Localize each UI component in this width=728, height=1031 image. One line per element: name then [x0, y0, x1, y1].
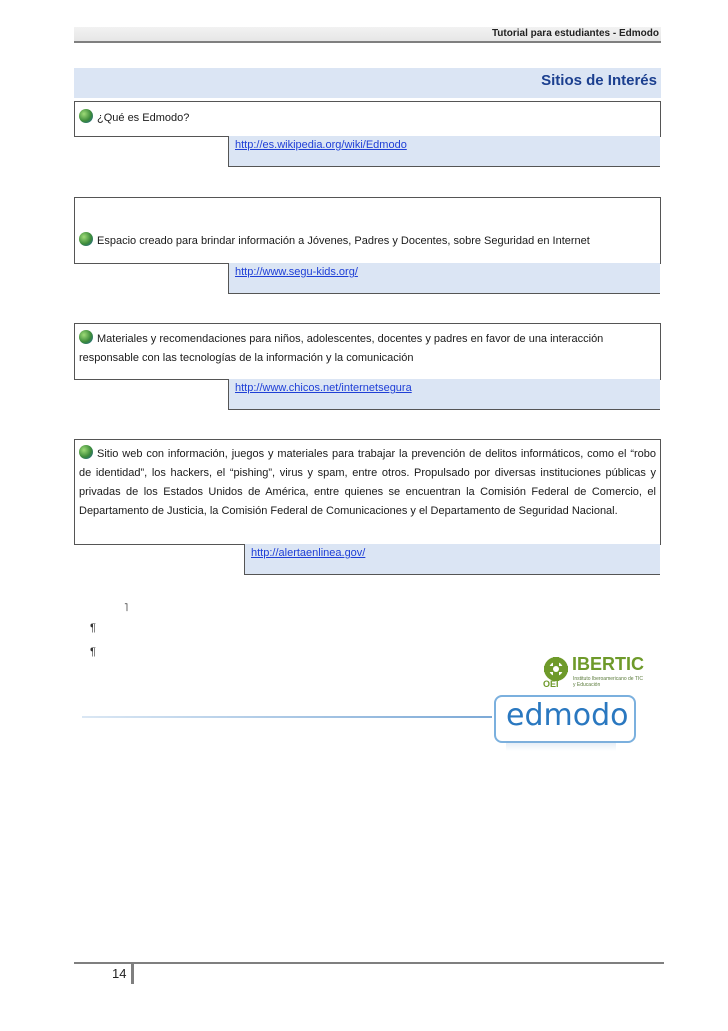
- entry-link[interactable]: http://es.wikipedia.org/wiki/Edmodo: [235, 139, 407, 151]
- page-number-separator: [131, 964, 134, 984]
- entry-link-row-1: [228, 136, 660, 167]
- page-header: [74, 27, 661, 43]
- entry-link[interactable]: http://alertaenlinea.gov/: [251, 547, 366, 559]
- entry-text: ¿Qué es Edmodo?: [97, 112, 190, 124]
- globe-icon: [79, 445, 93, 459]
- footer-line: [74, 962, 664, 964]
- entry-link-row-4: [244, 544, 660, 575]
- pilcrow-mark: ¶: [90, 622, 96, 634]
- entry-link[interactable]: http://www.chicos.net/internetsegura: [235, 382, 412, 394]
- entry-box-2: [74, 197, 661, 264]
- oei-label: OEI: [543, 679, 559, 689]
- section-title-bar: [74, 68, 661, 98]
- entry-box-4: [74, 439, 661, 545]
- ibertic-subtitle: Instituto Iberoamericano de TIC y Educación: [573, 676, 643, 688]
- globe-icon: [79, 330, 93, 344]
- edmodo-brand: edmodo: [506, 698, 629, 733]
- logo-reflection: [506, 741, 616, 751]
- entry-link-row-3: [228, 379, 660, 410]
- entry-text-line1: Materiales y recomendaciones para niños, adolescentes, docentes y padres en favor de una interacción: [97, 333, 604, 345]
- globe-icon: [79, 109, 93, 123]
- edmodo-logo: [494, 695, 636, 743]
- logo-divider-line: [82, 716, 492, 718]
- page-number: 14: [112, 966, 127, 981]
- ibertic-brand: IBERTIC: [572, 654, 644, 674]
- entry-link-row-2: [228, 263, 660, 294]
- entry-box-1: [74, 101, 661, 137]
- header-title: Tutorial para estudiantes - Edmodo: [491, 28, 659, 39]
- entry-text-line2: responsable con las tecnologías de la información y la comunicación: [79, 352, 414, 364]
- section-title: Sitios de Interés: [541, 72, 657, 89]
- entry-box-3: [74, 323, 661, 380]
- entry-text: Espacio creado para brindar información a Jóvenes, Padres y Docentes, sobre Seguridad en Internet: [97, 235, 590, 247]
- pilcrow-mark: ¶: [90, 646, 96, 658]
- bracket-mark: ˥: [124, 602, 129, 614]
- entry-text: Sitio web con información, juegos y materiales para trabajar la prevención de delitos informáticos, como el “robo de identidad”, los hackers, el “pishing”, virus y spam, entre otros. Propulsado por diversas instituciones públicas y privadas de los Estados Unidos de América, entre quienes se encuentran la Comisión Federal de Comercio, el Departamento de Justicia, la Comisión Federal de Comunicaciones y el Departamento de Seguridad Nacional.: [79, 448, 656, 517]
- globe-icon: [79, 232, 93, 246]
- entry-link[interactable]: http://www.segu-kids.org/: [235, 266, 358, 278]
